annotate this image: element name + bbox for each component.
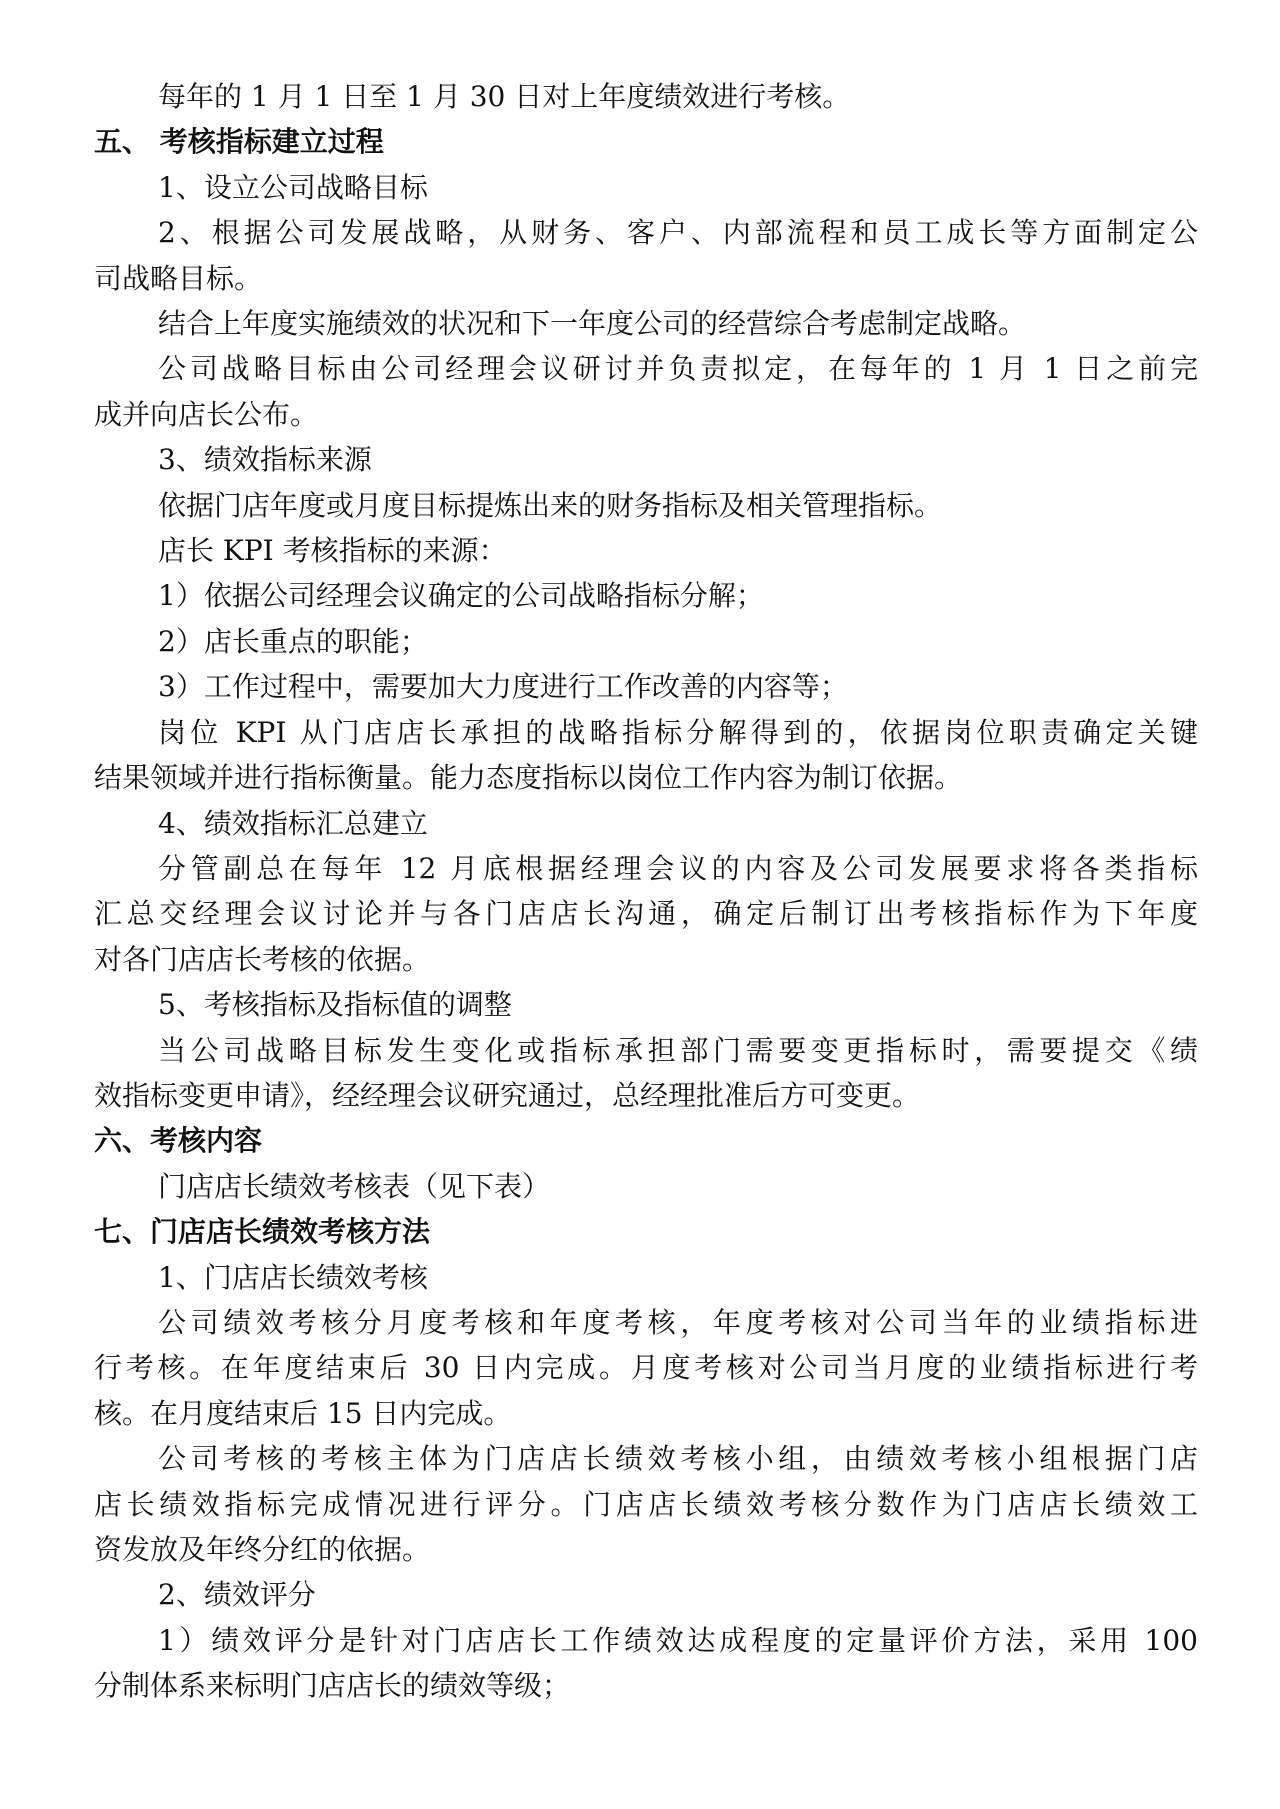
text-line: 门店店长绩效考核表（见下表） — [158, 1169, 551, 1203]
text-line: 1）绩效评分是针对门店店长工作绩效达成程度的定量评价方法，采用 100 — [158, 1623, 1198, 1657]
text-line: 核。在月度结束后 15 日内完成。 — [94, 1396, 512, 1430]
text-line: 公司战略目标由公司经理会议研讨并负责拟定，在每年的 1 月 1 日之前完 — [158, 352, 1198, 386]
text-line: 5、考核指标及指标值的调整 — [158, 988, 512, 1022]
section-heading: 七、门店店长绩效考核方法 — [94, 1215, 431, 1249]
text-line: 店长绩效指标完成情况进行评分。门店店长绩效考核分数作为门店店长绩效工 — [94, 1487, 1198, 1521]
text-line: 3、绩效指标来源 — [158, 443, 372, 477]
text-line: 汇总交经理会议讨论并与各门店店长沟通，确定后制订出考核指标作为下年度 — [94, 897, 1198, 931]
text-line: 4、绩效指标汇总建立 — [158, 806, 428, 840]
text-line: 对各门店店长考核的依据。 — [94, 942, 431, 976]
section-heading: 五、 考核指标建立过程 — [94, 125, 384, 159]
text-line: 结果领域并进行指标衡量。能力态度指标以岗位工作内容为制订依据。 — [94, 761, 963, 795]
text-line: 依据门店年度或月度目标提炼出来的财务指标及相关管理指标。 — [158, 488, 943, 522]
text-line: 2、根据公司发展战略，从财务、客户、内部流程和员工成长等方面制定公 — [158, 216, 1198, 250]
text-line: 公司考核的考核主体为门店店长绩效考核小组，由绩效考核小组根据门店 — [158, 1442, 1198, 1476]
section-heading: 六、考核内容 — [94, 1124, 263, 1158]
text-line: 司战略目标。 — [94, 261, 263, 295]
text-line: 分制体系来标明门店店长的绩效等级； — [94, 1669, 571, 1703]
text-line: 店长 KPI 考核指标的来源： — [158, 534, 507, 568]
text-line: 结合上年度实施绩效的状况和下一年度公司的经营综合考虑制定战略。 — [158, 307, 1027, 341]
text-line: 分管副总在每年 12 月底根据经理会议的内容及公司发展要求将各类指标 — [158, 851, 1198, 885]
text-line: 1）依据公司经理会议确定的公司战略指标分解； — [158, 579, 764, 613]
text-line: 每年的 1 月 1 日至 1 月 30 日对上年度绩效进行考核。 — [158, 80, 851, 113]
text-line: 效指标变更申请》，经经理会议研究通过，总经理批准后方可变更。 — [94, 1078, 921, 1112]
text-line: 2）店长重点的职能； — [158, 624, 428, 658]
text-line: 1、设立公司战略目标 — [158, 170, 428, 204]
text-line: 行考核。在年度结束后 30 日内完成。月度考核对公司当月度的业绩指标进行考 — [94, 1351, 1198, 1385]
text-line: 岗位 KPI 从门店店长承担的战略指标分解得到的，依据岗位职责确定关键 — [158, 715, 1198, 749]
text-line: 资发放及年终分红的依据。 — [94, 1533, 431, 1566]
text-line: 公司绩效考核分月度考核和年度考核，年度考核对公司当年的业绩指标进 — [158, 1305, 1198, 1339]
text-line: 3）工作过程中，需要加大力度进行工作改善的内容等； — [158, 670, 848, 704]
text-line: 当公司战略目标发生变化或指标承担部门需要变更指标时，需要提交《绩 — [158, 1033, 1198, 1067]
document-body — [94, 74, 1198, 1709]
text-line: 1、门店店长绩效考核 — [158, 1260, 428, 1294]
text-line: 成并向店长公布。 — [94, 397, 319, 431]
text-line: 2、绩效评分 — [158, 1578, 316, 1612]
